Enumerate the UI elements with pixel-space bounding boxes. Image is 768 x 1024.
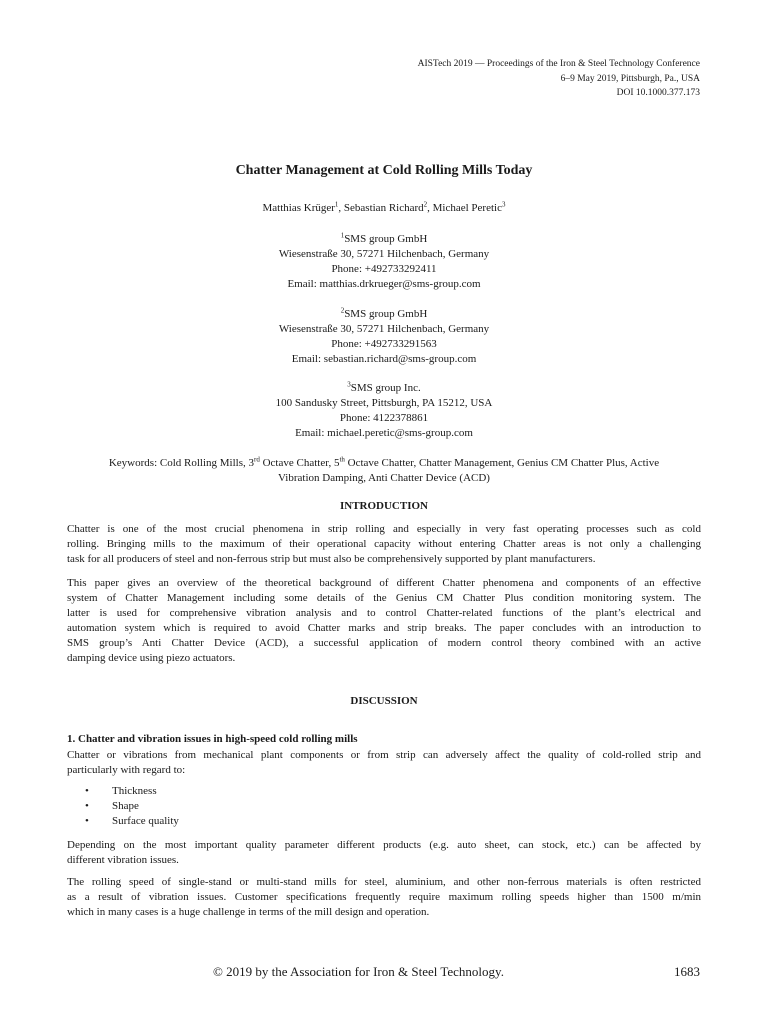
affiliation-phone: Phone: +492733291563: [331, 338, 437, 350]
affiliation-email: Email: michael.peretic@sms-group.com: [295, 427, 473, 439]
affiliation-block: [0, 381, 768, 441]
copyright-footer: © 2019 by the Association for Iron & Steel Technology.: [213, 964, 504, 979]
affiliation-sup: 3: [347, 380, 351, 389]
conference-header: [418, 57, 700, 101]
affiliation-org: $^2$SMS group GmbH: [340, 306, 428, 320]
bullet-icon: •: [85, 815, 89, 827]
author-list: [0, 202, 768, 214]
paper-title: Chatter Management at Cold Rolling Mills Today: [235, 163, 533, 178]
affiliation-email: Email: sebastian.richard@sms-group.com: [291, 353, 477, 365]
keywords-line: Keywords: Cold Rolling Mills, 3rd Octave Chatter, 5th Octave Chatter, Chatter Management, Genius CM Chatter Plus, Active: [108, 455, 660, 469]
affiliation-org: $^3$SMS group Inc.: [347, 380, 421, 394]
paragraph: The rolling speed of single-stand or multi-stand mills for steel, aluminium, and other non-ferrous materials is often restricted as a result of vibration issues. Customer specifications frequently require maximum rolling speeds higher than 1500 m/min which in many cases is a huge challenge in terms of the mill design and operation.: [67, 876, 701, 918]
conference-dates: 6–9 May 2019, Pittsburgh, Pa., USA: [560, 73, 700, 84]
author-sup: 1: [334, 200, 339, 209]
paragraph: Chatter is one of the most crucial phenomena in strip rolling and especially in very fast operating processes such as cold rolling. Bringing mills to the maximum of their operational capacity without entering Chatter areas is not only a challenging task for all producers of steel and non-ferrous strip but must also be comprehensively supported by plant manufacturers.: [67, 523, 701, 565]
section-heading-discussion: DISCUSSION: [350, 695, 418, 707]
affiliation-org: $^1$SMS group GmbH: [340, 231, 428, 245]
keywords: [66, 456, 702, 486]
keywords-line: Vibration Damping, Anti Chatter Device (ACD): [278, 472, 490, 484]
list-item: • Thickness: [85, 785, 157, 797]
affiliation-address: 100 Sandusky Street, Pittsburgh, PA 15212, USA: [275, 397, 493, 409]
list-item: • Surface quality: [85, 815, 179, 827]
affiliation-block: [0, 307, 768, 367]
author-sup: 2: [423, 200, 428, 209]
bullet-icon: •: [85, 800, 89, 812]
author-sup: 3: [501, 200, 506, 209]
affiliation-address: Wiesenstraße 30, 57271 Hilchenbach, Germany: [278, 323, 490, 335]
affiliation-phone: Phone: 4122378861: [339, 412, 429, 424]
author-name: Sebastian Richard: [343, 202, 424, 214]
paragraph: Depending on the most important quality parameter different products (e.g. auto sheet, can stock, etc.) can be affected by different vibration issues.: [67, 839, 701, 866]
paragraph: This paper gives an overview of the theoretical background of different Chatter phenomena and components of an effective system of Chatter Management including some details of the Genius CM Chatter Plus condition monitoring system. The latter is used for comprehensive vibration analysis and to control Chatter-related functions of the plant’s electrical and automation system which is required to avoid Chatter marks and strip breaks. The paper concludes with an introduction to SMS group’s Anti Chatter Device (ACD), a successful application of modern control theory combined with an active damping device using piezo actuators.: [67, 577, 701, 664]
list-item: • Shape: [85, 800, 139, 812]
bullet-icon: •: [85, 785, 89, 797]
subsection-heading: 1. Chatter and vibration issues in high-speed cold rolling mills: [67, 733, 358, 745]
affiliation-block: [0, 232, 768, 292]
page-number: 1683: [674, 964, 700, 979]
doi: DOI 10.1000.377.173: [616, 88, 700, 98]
affiliation-address: Wiesenstraße 30, 57271 Hilchenbach, Germany: [278, 248, 490, 260]
conference-name: AISTech 2019 — Proceedings of the Iron & Steel Technology Conference: [417, 59, 700, 69]
paragraph: Chatter or vibrations from mechanical plant components or from strip can adversely affect the quality of cold-rolled strip and particularly with regard to:: [67, 749, 701, 776]
affiliation-email: Email: matthias.drkrueger@sms-group.com: [287, 278, 481, 290]
author-name: Michael Peretic: [432, 202, 502, 214]
affiliation-phone: Phone: +492733292411: [331, 263, 437, 275]
author-separator: ,: [338, 202, 344, 214]
author-name: Matthias Krüger: [262, 202, 335, 214]
quality-bullet-list: [85, 784, 179, 829]
affiliation-sup: 1: [340, 231, 345, 240]
author-separator: ,: [427, 202, 433, 214]
section-heading-introduction: INTRODUCTION: [339, 500, 428, 512]
affiliation-sup: 2: [340, 306, 345, 315]
